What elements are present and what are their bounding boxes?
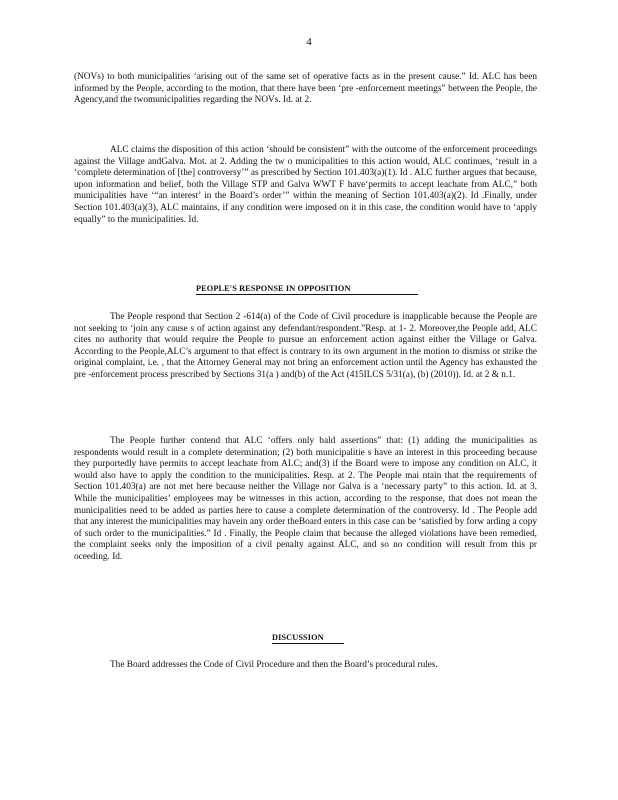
page-number: 4 bbox=[306, 36, 312, 48]
section-heading-response: PEOPLE'S RESPONSE IN OPPOSITION bbox=[196, 284, 418, 295]
paragraph-4: The People further contend that ALC ‘offers only bald assertions” that: (1) adding the municipalities as respondents would result in a complete determination; (2) both municipalitie s have an interest in this proceeding because they purportedly have permits to accept leachate from ALC; and(3) if the Board were to impose any condition on ALC, it would also have to apply the condition to the municipalities. Resp. at 2. The People mai ntain that the requirements of Section 101.403(a) are not met here because neither the Village nor Galva is a ‘necessary party” to this action. Id. at 3. While the municipalities’ employees may be witnesses in this action, according to the response, that does not mean the municipalities need to be added as parties here to cause a complete determination of the controversy. Id . The People add that any interest the municipalities may havein any order theBoard enters in this case can be ‘satisfied by forw arding a copy of such order to the municipalities.” Id . Finally, the People claim that because the alleged violations have been remedied, the complaint seeks only the imposition of a civil penalty against ALC, and so no condition will result from this pr oceeding. Id. bbox=[74, 436, 537, 562]
paragraph-3: The People respond that Section 2 -614(a) of the Code of Civil procedure is inapplicable because the People are not seeking to ‘join any cause s of action against any defendant/respondent.”Resp. at 1- 2. Moreover,the People add, ALC cites no authority that would require the People to pursue an enforcement action against either the Village or Galva. According to the People,ALC’s argument to that effect is contrary to its own argument in the motion to dismiss or strike the original complaint, i.e. , that the Attorney General may not bring an enforcement action until the Agency has exhausted the pre -enforcement process prescribed by Sections 31(a ) and(b) of the Act (415ILCS 5/31(a), (b) (2010)). Id. at 2 & n.1. bbox=[74, 312, 537, 380]
section-heading-discussion: DISCUSSION bbox=[272, 633, 344, 644]
paragraph-2: ALC claims the disposition of this action ‘should be consistent” with the outcome of the enforcement proceedings against the Village andGalva. Mot. at 2. Adding the tw o municipalities to this action would, ALC continues, ‘result in a ‘complete determination of [the] controversy’” as prescribed by Section 101.403(a)(1). Id . ALC further argues that because, upon information and belief, both the Village STP and Galva WWT F have‘permits to accept leachate from ALC,” both municipalities have ‘“an interest’ in the Board’s order’” within the meaning of Section 101.403(a)(2). Id .Finally, under Section 101.403(a)(3), ALC maintains, if any condition were imposed on it in this case, the condition would have to ‘apply equally” to the municipalities. Id. bbox=[74, 145, 537, 225]
paragraph-1: (NOVs) to both municipalities ‘arising out of the same set of operative facts as in the present cause.” Id. ALC has been informed by the People, according to the motion, that there have been ‘pre -enforcement meetings” between the People, the Agency,and the twomunicipalities regarding the NOVs. Id. at 2. bbox=[74, 72, 537, 106]
paragraph-5: The Board addresses the Code of Civil Procedure and then the Board’s procedural rules. bbox=[110, 660, 438, 670]
